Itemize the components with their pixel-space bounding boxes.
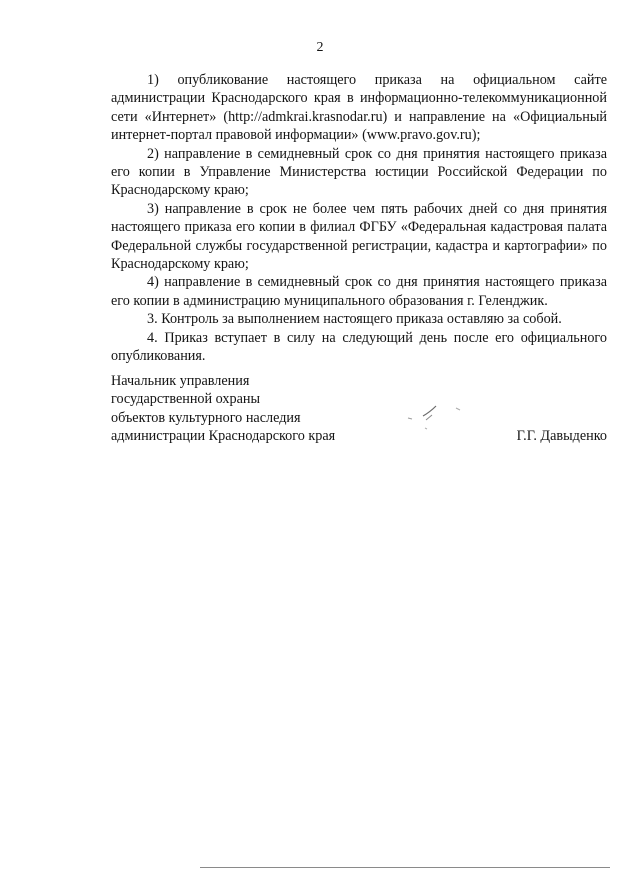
signer-title-line-3: объектов культурного наследия xyxy=(111,409,301,426)
signer-name: Г.Г. Давыденко xyxy=(516,428,607,445)
document-body xyxy=(111,71,607,366)
handwritten-signature xyxy=(398,398,468,432)
signer-final-row xyxy=(111,427,607,445)
paragraph-2: 2) направление в семидневный срок со дня принятия настоящего приказа его копии в Управление Министерства юстиции Российской Федерации по Краснодарскому краю; xyxy=(111,145,607,199)
signer-title-line-2: государственной охраны xyxy=(111,391,261,408)
paragraph-1: 1) опубликование настоящего приказа на официальном сайте администрации Краснодарского края в информационно-телекоммуникационной сети «Интернет» (http://admkrai.krasnodar.ru) и направление на «Официальный интернет-портал правовой информации» (www.pravo.gov.ru); xyxy=(111,72,607,144)
paragraph-4: 4) направление в семидневный срок со дня принятия настоящего приказа его копии в администрацию муниципального образования г. Геленджик. xyxy=(111,274,607,309)
paragraph-6: 4. Приказ вступает в силу на следующий день после его официального опубликования. xyxy=(111,329,607,365)
scan-edge-line xyxy=(200,867,610,868)
page-number: 2 xyxy=(316,40,324,55)
signature-block xyxy=(111,372,607,446)
signer-title-line-4: администрации Краснодарского края xyxy=(111,428,336,445)
paragraph-3: 3) направление в срок не более чем пять рабочих дней со дня принятия настоящего приказа его копии в филиал ФГБУ «Федеральная кадастровая палата Федеральной службы государственной регистрации, кадастра и картографии» по Краснодарскому краю; xyxy=(111,200,607,273)
paragraph-5: 3. Контроль за выполнением настоящего приказа оставляю за собой. xyxy=(147,311,562,328)
signer-title-line-1: Начальник управления xyxy=(111,373,250,389)
